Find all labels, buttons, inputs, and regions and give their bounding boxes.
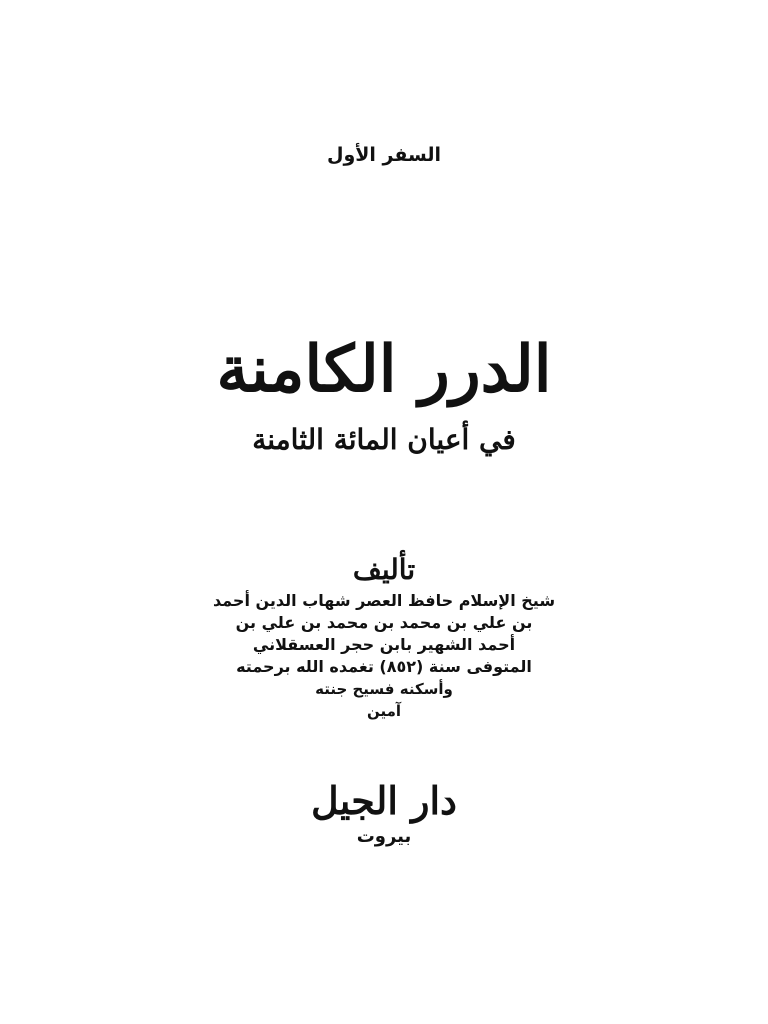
author-heading: تأليف — [352, 553, 416, 586]
author-line: أحمد الشهير بابن حجر العسقلاني — [252, 635, 516, 654]
book-title: الدرر الكامنة — [216, 332, 552, 407]
author-line: آمين — [366, 702, 402, 720]
publisher-name: دار الجيل — [311, 778, 457, 823]
author-line: شيخ الإسلام حافظ العصر شهاب الدين أحمد — [212, 591, 556, 610]
author-line: وأسكنه فسيح جنته — [315, 680, 453, 698]
author-block — [0, 590, 768, 722]
author-line: بن علي بن محمد بن محمد بن علي بن — [235, 613, 533, 632]
publisher-city: بيروت — [356, 826, 412, 847]
author-line: المتوفى سنة (٨٥٢) تغمده الله برحمته — [236, 657, 532, 676]
book-subtitle: في أعيان المائة الثامنة — [252, 423, 516, 456]
volume-label: السفر الأول — [326, 144, 442, 166]
